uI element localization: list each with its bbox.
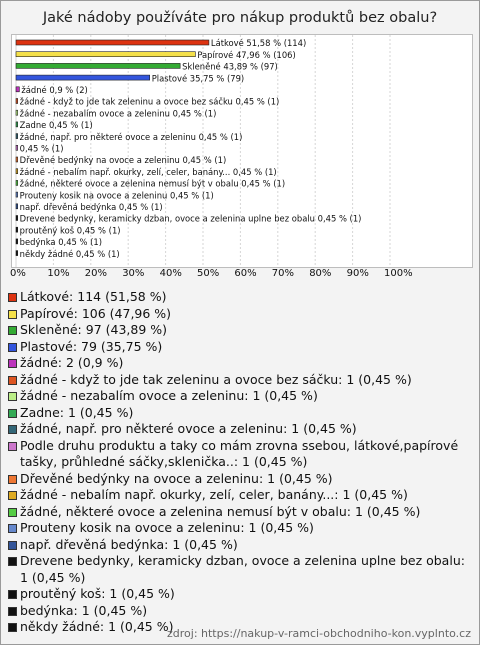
bar-label: proutěný koš 0,45 % (1) <box>19 225 121 236</box>
legend-swatch <box>8 392 17 401</box>
bar <box>16 180 18 185</box>
bar <box>16 134 18 139</box>
legend-label: někdy žádné: 1 (0,45 %) <box>20 619 174 634</box>
legend-label: žádné: 2 (0,9 %) <box>20 355 124 370</box>
legend-item <box>8 339 474 356</box>
bar <box>16 204 18 209</box>
legend-swatch <box>8 524 17 533</box>
legend-item <box>8 471 474 488</box>
bar-label: Zadne 0,45 % (1) <box>19 120 93 131</box>
bar-label: žádné, např. pro některé ovoce a zeleninu 0,45 % (1) <box>19 131 243 142</box>
legend-label: Dřevěné bedýnky na ovoce a zeleninu: 1 (0,45 %) <box>20 470 333 486</box>
legend-label: Prouteny kosik na ovoce a zeleninu: 1 (0,45 %) <box>20 520 314 535</box>
bar-label: např. dřevěná bedýnka 0,45 % (1) <box>19 202 163 212</box>
bar <box>16 169 18 174</box>
bar-label: žádné - nezabalím ovoce a zeleninu 0,45 % (1) <box>19 108 217 119</box>
bar-label: Skleněné 43,89 % (97) <box>182 61 278 72</box>
bar <box>16 157 18 162</box>
bar <box>16 110 18 115</box>
legend-label: Podle druhu produktu a taky co mám zrovna ssebou, látkové,papírové tašky, průhledné sáčky,sklenička..: 1 (0,45 %) <box>20 437 459 469</box>
plot-area <box>11 34 473 268</box>
legend-label: Plastové: 79 (35,75 %) <box>20 338 163 354</box>
legend-swatch <box>8 623 17 632</box>
x-tick-label: 80% <box>309 268 332 279</box>
legend-item <box>8 537 474 554</box>
legend-swatch <box>8 491 17 500</box>
legend-item <box>8 322 474 339</box>
bar-label: žádné - když to jde tak zeleninu a ovoce bez sáčku 0,45 % (1) <box>19 96 280 107</box>
bar <box>16 40 209 45</box>
legend-swatch <box>8 326 17 335</box>
bar-label: Plastové 35,75 % (79) <box>151 73 245 84</box>
legend-swatch <box>8 557 17 566</box>
bar-label: Drevene bedynky, keramicky dzban, ovoce a zelenina uplne bez obalu 0,45 % (1) <box>19 213 362 224</box>
legend-label: Zadne: 1 (0,45 %) <box>20 404 134 420</box>
x-tick-label: 30% <box>122 268 145 279</box>
bar-chart <box>12 35 472 267</box>
bar <box>16 145 18 150</box>
legend-label: bedýnka: 1 (0,45 %) <box>20 602 148 618</box>
x-tick-label: 10% <box>47 268 70 279</box>
bar <box>16 99 18 104</box>
legend-label: žádné - když to jde tak zeleninu a ovoce bez sáčku: 1 (0,45 %) <box>20 371 412 387</box>
legend-item <box>8 438 474 471</box>
legend-item <box>8 355 474 372</box>
bar <box>16 87 19 92</box>
legend-swatch <box>8 293 17 302</box>
bar-label: 0,45 % (1) <box>19 143 64 154</box>
legend-item <box>8 388 474 405</box>
bar-label: Prouteny kosik na ovoce a zeleninu 0,45 % (1) <box>19 190 214 201</box>
legend-item <box>8 289 474 306</box>
legend <box>8 289 474 636</box>
bar <box>16 239 18 244</box>
legend-item <box>8 504 474 521</box>
legend-swatch <box>8 590 17 599</box>
bar <box>16 251 18 256</box>
legend-swatch <box>8 310 17 319</box>
legend-swatch <box>8 475 17 484</box>
legend-swatch <box>8 508 17 517</box>
legend-item <box>8 487 474 504</box>
bar <box>16 52 195 57</box>
chart-title: Jaké nádoby používáte pro nákup produktů bez obalu? <box>42 10 438 26</box>
x-tick-label: 0% <box>10 268 26 279</box>
legend-label: žádné - nezabalím ovoce a zeleninu: 1 (0,45 %) <box>20 388 318 403</box>
legend-swatch <box>8 541 17 550</box>
bar-label: Dřevěné bedýnky na ovoce a zeleninu 0,45 % (1) <box>19 155 227 166</box>
legend-swatch <box>8 359 17 368</box>
bar-label: Látkové 51,58 % (114) <box>210 38 307 49</box>
legend-item <box>8 372 474 389</box>
legend-item <box>8 586 474 603</box>
bar <box>16 192 18 197</box>
bar-label: někdy žádné 0,45 % (1) <box>19 248 120 259</box>
legend-item <box>8 520 474 537</box>
legend-item <box>8 553 474 586</box>
legend-label: Skleněné: 97 (43,89 %) <box>20 322 168 337</box>
legend-swatch <box>8 343 17 352</box>
legend-item <box>8 405 474 422</box>
legend-item <box>8 421 474 438</box>
x-tick-label: 70% <box>271 268 295 279</box>
x-tick-label: 20% <box>84 268 108 279</box>
bar <box>16 216 18 221</box>
legend-label: např. dřevěná bedýnka: 1 (0,45 %) <box>20 536 238 552</box>
legend-swatch <box>8 425 17 434</box>
legend-label: Látkové: 114 (51,58 %) <box>20 289 167 304</box>
legend-item <box>8 603 474 620</box>
legend-label: proutěný koš: 1 (0,45 %) <box>20 586 175 601</box>
source-text: zdroj: https://nakup-v-ramci-obchodniho-kon.vyplnto.cz <box>167 627 471 640</box>
bar-label: žádné - nebalím např. okurky, zelí, celer, banány... 0,45 % (1) <box>19 166 277 177</box>
legend-item <box>8 306 474 323</box>
legend-label: Papírové: 106 (47,96 %) <box>20 305 172 321</box>
legend-label: žádné, některé ovoce a zelenina nemusí být v obalu: 1 (0,45 %) <box>20 503 421 519</box>
bar-label: Papírové 47,96 % (106) <box>197 49 296 60</box>
bar-label: bedýnka 0,45 % (1) <box>19 237 103 248</box>
x-tick-label: 50% <box>197 268 220 279</box>
x-tick-label: 90% <box>346 268 369 279</box>
legend-label: Drevene bedynky, keramicky dzban, ovoce a zelenina uplne bez obalu: 1 (0,45 %) <box>20 553 465 585</box>
bar <box>16 122 18 127</box>
bar-label: žádné, některé ovoce a zelenina nemusí být v obalu 0,45 % (1) <box>19 178 286 189</box>
bar <box>16 75 150 80</box>
legend-swatch <box>8 607 17 616</box>
x-tick-label: 100% <box>384 268 413 279</box>
x-tick-label: 40% <box>159 268 182 279</box>
bar <box>16 63 180 68</box>
bar-label: žádné 0,9 % (2) <box>21 85 88 95</box>
x-axis-ticks <box>11 267 471 283</box>
legend-label: žádné, např. pro některé ovoce a zeleninu: 1 (0,45 %) <box>20 421 357 436</box>
legend-swatch <box>8 409 17 418</box>
bar <box>16 227 18 232</box>
legend-label: žádné - nebalím např. okurky, zelí, celer, banány...: 1 (0,45 %) <box>20 487 408 502</box>
legend-swatch <box>8 376 17 385</box>
x-tick-label: 60% <box>234 268 257 279</box>
legend-swatch <box>8 442 17 451</box>
